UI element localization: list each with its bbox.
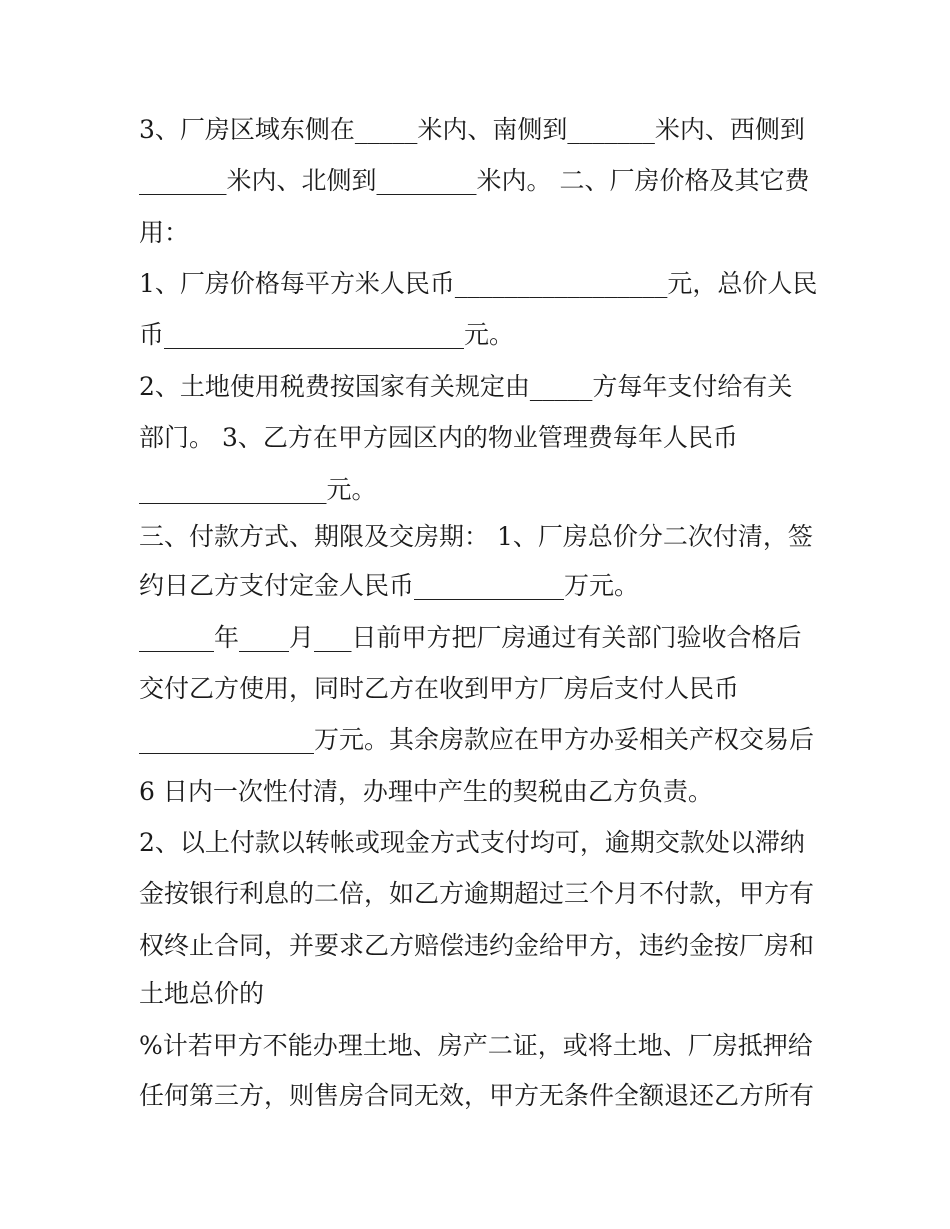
text-line: 交付乙方使用，同时乙方在收到甲方厂房后支付人民币	[139, 674, 740, 703]
text-line: 1、厂房价格每平方米人民币_________________元，总价人民	[139, 269, 818, 298]
text-line: 三、付款方式、期限及交房期： 1、厂房总价分二次付清，签	[139, 522, 813, 551]
text-line: 部门。 3、乙方在甲方园区内的物业管理费每年人民币	[139, 423, 738, 452]
text-line: 用：	[139, 218, 190, 247]
text-line: 2、以上付款以转帐或现金方式支付均可，逾期交款处以滞纳	[139, 828, 805, 857]
text-line: 6 日内一次性付清，办理中产生的契税由乙方负责。	[139, 777, 713, 806]
text-line: 土地总价的	[139, 979, 265, 1008]
text-line: 3、厂房区域东侧在_____米内、南侧到_______米内、西侧到	[139, 115, 805, 144]
text-line: _______________元。	[139, 475, 377, 504]
text-line: ______________万元。其余房款应在甲方办妥相关产权交易后	[139, 725, 815, 754]
text-line: _______米内、北侧到________米内。 二、厂房价格及其它费	[139, 166, 810, 195]
text-line: 任何第三方，则售房合同无效，甲方无条件全额退还乙方所有	[139, 1081, 815, 1110]
text-line: %计若甲方不能办理土地、房产二证，或将土地、厂房抵押给	[139, 1031, 813, 1060]
text-line: 金按银行利息的二倍，如乙方逾期超过三个月不付款，甲方有	[139, 879, 815, 908]
text-line: ______年____月___日前甲方把厂房通过有关部门验收合格后	[139, 623, 802, 652]
text-line: 2、土地使用税费按国家有关规定由_____方每年支付给有关	[139, 372, 793, 401]
text-line: 币________________________元。	[139, 320, 515, 349]
text-line: 权终止合同，并要求乙方赔偿违约金给甲方，违约金按厂房和	[139, 931, 815, 960]
text-line: 约日乙方支付定金人民币____________万元。	[139, 571, 640, 600]
